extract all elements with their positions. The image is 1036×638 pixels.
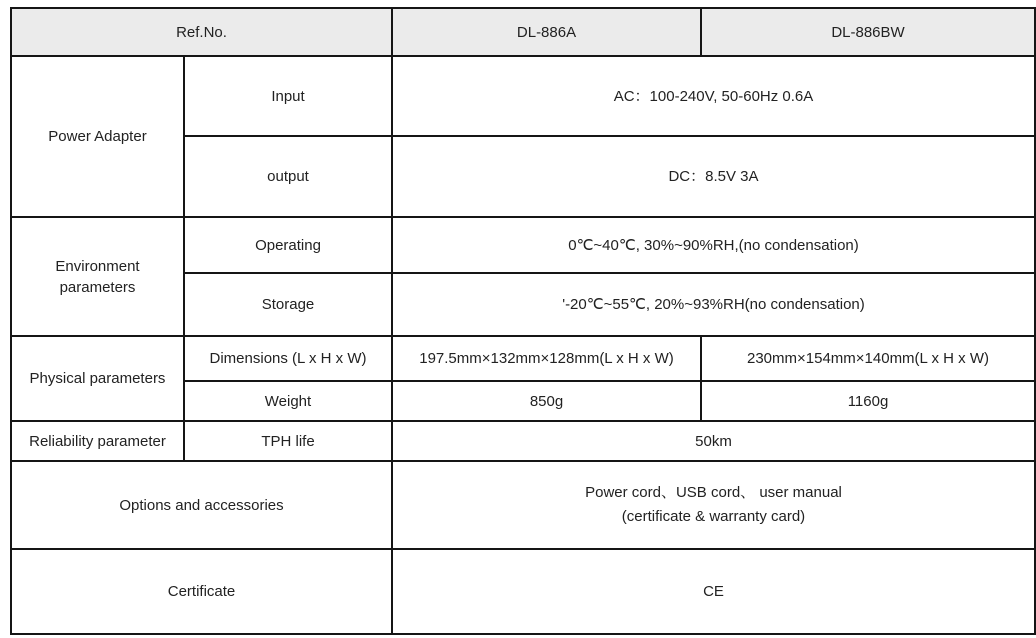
operating-value-cell xyxy=(391,216,1036,274)
header-model-a xyxy=(391,7,702,57)
options-value-cell xyxy=(391,460,1036,550)
header-model-b xyxy=(700,7,1036,57)
header-ref-no xyxy=(10,7,393,57)
model-a-label: DL-886A xyxy=(516,23,577,41)
power-adapter-label: Power Adapter xyxy=(48,128,147,145)
certificate-label: Certificate xyxy=(167,583,236,600)
weight-b-cell xyxy=(700,380,1036,422)
dimensions-label-cell xyxy=(183,335,393,382)
operating-label-cell xyxy=(183,216,393,274)
environment-cell xyxy=(10,216,185,337)
options-cell xyxy=(10,460,393,550)
storage-value-cell xyxy=(391,272,1036,337)
certificate-value-cell xyxy=(391,548,1036,635)
weight-a-cell xyxy=(391,380,702,422)
input-label: Input xyxy=(271,87,305,105)
input-value: AC：100-240V, 50-60Hz 0.6A xyxy=(613,87,814,105)
storage-label: Storage xyxy=(261,296,315,313)
input-value-cell xyxy=(391,55,1036,137)
weight-a: 850g xyxy=(529,392,564,410)
power-adapter-cell xyxy=(10,55,185,218)
dimensions-a: 197.5mm×132mm×128mm(L x H x W) xyxy=(419,350,674,367)
output-label-cell xyxy=(183,135,393,218)
tph-label: TPH life xyxy=(261,432,315,450)
reliability-label: Reliability parameter xyxy=(29,432,166,450)
weight-label: Weight xyxy=(264,392,312,410)
output-label: output xyxy=(267,168,309,185)
output-value: DC：8.5V 3A xyxy=(668,168,759,185)
weight-label-cell xyxy=(183,380,393,422)
environment-label-2: parameters xyxy=(59,278,136,296)
dimensions-b-cell xyxy=(700,335,1036,382)
input-label-cell xyxy=(183,55,393,137)
storage-label-cell xyxy=(183,272,393,337)
storage-value: '-20℃~55℃, 20%~93%RH(no condensation) xyxy=(562,296,865,313)
options-line-2: (certificate & warranty card) xyxy=(621,508,806,525)
tph-value: 50km xyxy=(695,432,732,450)
certificate-cell xyxy=(10,548,393,635)
options-line-1: Power cord、USB cord、 user manual xyxy=(585,484,842,501)
tph-value-cell xyxy=(391,420,1036,462)
tph-label-cell xyxy=(183,420,393,462)
dimensions-b: 230mm×154mm×140mm(L x H x W) xyxy=(746,350,989,367)
reliability-cell xyxy=(10,420,185,462)
output-value-cell xyxy=(391,135,1036,218)
model-b-label: DL-886BW xyxy=(831,23,905,41)
weight-b: 1160g xyxy=(847,392,889,410)
options-label: Options and accessories xyxy=(119,496,284,514)
operating-label: Operating xyxy=(255,236,321,254)
physical-label: Physical parameters xyxy=(29,370,166,387)
environment-label-1: Environment xyxy=(55,257,140,275)
dimensions-a-cell xyxy=(391,335,702,382)
physical-cell xyxy=(10,335,185,422)
operating-value: 0℃~40℃, 30%~90%RH,(no condensation) xyxy=(568,236,859,254)
dimensions-label: Dimensions (L x H x W) xyxy=(209,350,367,367)
header-label: Ref.No. xyxy=(176,23,227,41)
certificate-value: CE xyxy=(703,583,724,600)
